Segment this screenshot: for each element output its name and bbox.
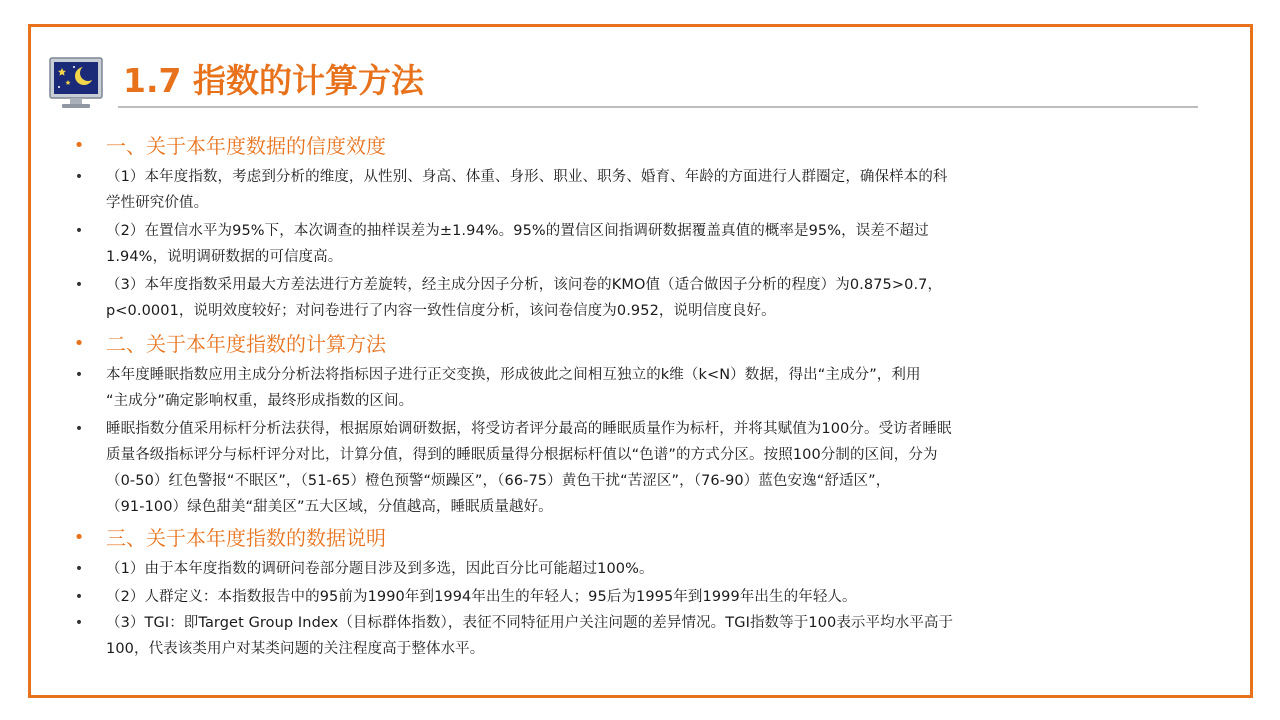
bullet-marker: • (74, 277, 84, 293)
section-heading-text: 二、关于本年度指数的计算方法 (106, 332, 386, 356)
bullet-marker: • (73, 135, 85, 156)
text-line: “主成分”确定影响权重，最终形成指数的区间。 (106, 393, 414, 409)
text-line: （1）本年度指数，考虑到分析的维度，从性别、身高、体重、身形、职业、职务、婚育、年龄的方面进行人群圈定，确保样本的科 (106, 169, 948, 185)
bullet-marker: • (74, 223, 84, 239)
bullet-marker: • (74, 367, 84, 383)
section-heading-text: 三、关于本年度指数的数据说明 (106, 526, 386, 550)
bullet-marker: • (73, 527, 85, 548)
section-heading-text: 一、关于本年度数据的信度效度 (106, 134, 386, 158)
list-item-text (106, 556, 1206, 582)
text-line: （3）本年度指数采用最大方差法进行方差旋转，经主成分因子分析，该问卷的KMO值（适合做因子分析的程度）为0.875>0.7， (106, 277, 943, 293)
bullet-marker: • (74, 169, 84, 185)
bullet-marker: • (74, 561, 84, 577)
text-line: （0-50）红色警报“不眠区”，（51-65）橙色预警“烦躁区”，（66-75）黄色干扰“苦涩区”，（76-90）蓝色安逸“舒适区”， (106, 473, 891, 489)
text-line: （1）由于本年度指数的调研问卷部分题目涉及到多选，因此百分比可能超过100%。 (106, 561, 654, 577)
bullet-marker: • (73, 333, 85, 354)
list-item-text (106, 362, 1206, 414)
bullet-marker: • (74, 615, 84, 631)
text-line: （3）TGI：即Target Group Index（目标群体指数），表征不同特征用户关注问题的差异情况。TGI指数等于100表示平均水平高于 (106, 615, 954, 631)
text-line: 本年度睡眠指数应用主成分分析法将指标因子进行正交变换，形成彼此之间相互独立的k维（k<N）数据，得出“主成分”，利用 (106, 367, 921, 383)
text-line: p<0.0001，说明效度较好；对问卷进行了内容一致性信度分析，该问卷信度为0.952，说明信度良好。 (106, 303, 776, 319)
list-item-text (106, 272, 1206, 324)
text-line: （91-100）绿色甜美“甜美区”五大区域，分值越高，睡眠质量越好。 (106, 499, 553, 515)
text-line: 100，代表该类用户对某类问题的关注程度高于整体水平。 (106, 641, 485, 657)
text-line: 学性研究价值。 (106, 195, 209, 211)
list-item-text (106, 610, 1206, 662)
text-line: （2）人群定义：本指数报告中的95前为1990年到1994年出生的年轻人；95后为1995年到1999年出生的年轻人。 (106, 589, 857, 605)
page-title: 1.7 指数的计算方法 (123, 61, 424, 100)
bullet-marker: • (74, 589, 84, 605)
list-item-text (106, 416, 1206, 520)
text-line: 质量各级指标评分与标杆评分对比，计算分值，得到的睡眠质量得分根据标杆值以“色谱”的方式分区。按照100分制的区间，分为 (106, 447, 938, 463)
list-item-text (106, 584, 1206, 610)
list-item-text (106, 164, 1206, 216)
bullet-marker: • (74, 421, 84, 437)
text-line: （2）在置信水平为95%下，本次调查的抽样误差为±1.94%。95%的置信区间指调研数据覆盖真值的概率是95%，误差不超过 (106, 223, 929, 239)
text-line: 1.94%，说明调研数据的可信度高。 (106, 249, 343, 265)
text-line: 睡眠指数分值采用标杆分析法获得，根据原始调研数据，将受访者评分最高的睡眠质量作为标杆，并将其赋值为100分。受访者睡眠 (106, 421, 952, 437)
list-item-text (106, 218, 1206, 270)
